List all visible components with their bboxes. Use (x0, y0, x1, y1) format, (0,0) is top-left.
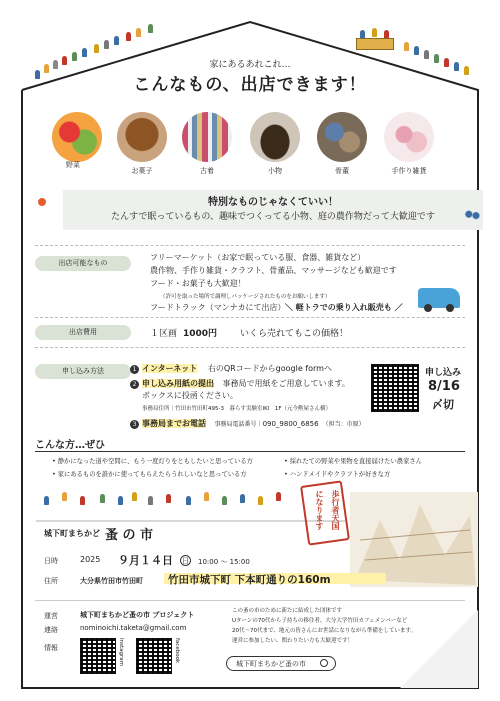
food-truck-wheel-icon (446, 304, 454, 312)
event-weekday: 日 (182, 557, 189, 565)
about-line-2: Uターンの70代から子持ちの移住者、大分大学竹田カフェメンバーなど (232, 618, 408, 624)
running-person-icon (38, 198, 46, 206)
event-name: 蚤 の 市 (105, 528, 154, 543)
wanted-right-1: • 採れたての野菜や果物を直接届けたい農家さん (284, 458, 422, 465)
sweets-image (117, 112, 167, 162)
event-date: ９月１４日 (118, 554, 173, 567)
fee-unit: １区画 (150, 329, 178, 339)
roof-table (356, 38, 394, 50)
apply-step-1 (130, 363, 332, 374)
search-icon (320, 659, 328, 667)
apply-label: 申し込み方法 (35, 364, 131, 379)
fee-label: 出店費用 (35, 325, 131, 340)
step1-title: インターネット (142, 364, 198, 373)
facebook-label: facebook (174, 638, 180, 664)
apply-step-2 (130, 378, 350, 389)
place-label: 住所 (44, 577, 58, 585)
event-prefix: 城下町まちかど (44, 529, 100, 538)
wanted-item: ハンドメイドやクラフトが好きな方 (289, 471, 391, 478)
banner-headline: 特別なものじゃなくていい！ (208, 197, 338, 208)
divider (35, 347, 465, 348)
fee-note: いくら売れてもこの価格！ (240, 329, 349, 339)
pedestrian-stamp (300, 480, 350, 545)
wanted-heading: こんな方…ぜひ (35, 440, 105, 451)
wanted-left-2: • 家にあるものを誰かに使ってもらえたらうれしいなと思っている方 (52, 471, 247, 478)
divider (35, 317, 465, 318)
search-text: 城下町まちかど蚤の市 (236, 660, 306, 668)
step2-text: 事務局で用紙をご用意しています。 (222, 379, 350, 388)
step-number: 2 (130, 380, 139, 389)
fee-amount: 1000円 (183, 329, 218, 339)
step1-text: 右のQRコードからgoogle formへ (207, 364, 332, 373)
step3-contact: （担当：市原） (322, 421, 365, 428)
facebook-qr-code[interactable] (136, 638, 172, 674)
accessories-image (250, 112, 300, 162)
deadline-suffix: 〆切 (432, 398, 454, 411)
about-line-1: この蚤の市のために新たに結成した団体です (232, 608, 343, 614)
event-time: 10:00 ～ 15:00 (198, 558, 250, 566)
event-year: 2025 (80, 555, 101, 564)
wanted-item: 静かになった道や空間に、もう一度灯りをともしたいと思っている方 (57, 458, 253, 465)
info-label: 情報 (44, 644, 58, 652)
items-line-3: フード・お菓子も大歓迎！ (150, 279, 246, 288)
items-line-1: フリーマーケット（お家で眠っている服、食器、雑貨など） (150, 253, 366, 262)
organizer-email[interactable]: nominoichi.taketa@gmail.com (80, 624, 187, 632)
step3-title: 事務局までお電話 (142, 419, 206, 428)
deadline-label: 申し込み (425, 368, 462, 378)
apply-step-3 (130, 418, 365, 429)
page-subtitle: 家にあるあれこれ… (209, 60, 291, 70)
wanted-item: 家にあるものを誰かに使ってもらえたらうれしいなと思っている方 (57, 471, 247, 478)
category-label-sweets: お菓子 (131, 167, 153, 175)
category-label-vegetables: 野菜 (66, 161, 80, 169)
items-line-3-note: （許可を取った場所で調理しパッケージされたものをお願いします） (160, 294, 331, 300)
step2-address: 事務局住所｜竹田市竹田町495-3 暮らす実験室IKI 1F（元今勲屋さん横） (142, 406, 331, 412)
food-truck-wheel-icon (424, 304, 432, 312)
category-label-accessories: 小物 (268, 167, 282, 175)
step2-title: 申し込み用紙の提出 (142, 379, 214, 388)
contact-label: 連絡 (44, 626, 58, 634)
items-line-2: 農作物、手作り雑貨・クラフト、骨董品、マッサージなども歓迎です (150, 266, 397, 275)
date-label: 日時 (44, 557, 58, 565)
application-qr-code[interactable] (371, 364, 419, 412)
step-number: 3 (130, 420, 139, 429)
page-title: こんなもの、出店できます！ (133, 75, 367, 95)
step-number: 1 (130, 365, 139, 374)
category-label-handmade: 手作り雑貨 (391, 167, 427, 175)
divider (35, 600, 465, 601)
deadline-date: 8/16 (428, 379, 460, 394)
wanted-left-1: • 静かになった道や空間に、もう一度灯りをともしたいと思っている方 (52, 458, 253, 465)
instagram-label: Instagram (118, 638, 124, 666)
stamp-line-2: になります (315, 490, 324, 530)
category-label-antiques: 骨董 (335, 167, 349, 175)
event-place: 竹田市城下町 下本町通りの160m (168, 574, 331, 586)
wanted-item: 採れたての野菜や果物を直接届けたい農家さん (289, 458, 422, 465)
instagram-qr-code[interactable] (80, 638, 116, 674)
run-label: 運営 (44, 612, 58, 620)
items-line-4: フードトラック（マンナカにて出店） (150, 303, 286, 312)
about-line-4: 運営に参加したい、関わりたい方も大歓迎です！ (232, 638, 354, 644)
organizer-name: 城下町まちかど蚤の市 プロジェクト (80, 611, 195, 619)
antiques-image (317, 112, 367, 162)
truck-note: ＼ 軽トラでの乗り入れ販売も ／ (285, 303, 403, 312)
about-line-3: 20代〜70代まで、地元の皆さんにお世話になりながら準備をしています。 (232, 628, 416, 634)
items-label: 出店可能なもの (35, 256, 131, 271)
event-address: 大分県竹田市竹田町 (80, 577, 143, 585)
step3-phone: 090_9800_6856 (262, 420, 319, 428)
step3-text: 事務局電話番号｜ (214, 421, 263, 428)
divider (35, 451, 465, 452)
divider (35, 245, 465, 246)
wanted-right-2: • ハンドメイドやクラフトが好きな方 (284, 471, 391, 478)
handmade-image (384, 112, 434, 162)
vegetables-image (52, 112, 102, 162)
category-label-clothes: 古着 (200, 167, 214, 175)
clothes-image (182, 112, 232, 162)
banner-body: たんすで眠っているもの、趣味でつくってる小物、庭の農作物だって大歓迎です (111, 212, 435, 222)
stamp-line-1: 歩行者天国 (331, 490, 340, 530)
step2-text-2: ボックスに投函ください。 (142, 391, 238, 400)
